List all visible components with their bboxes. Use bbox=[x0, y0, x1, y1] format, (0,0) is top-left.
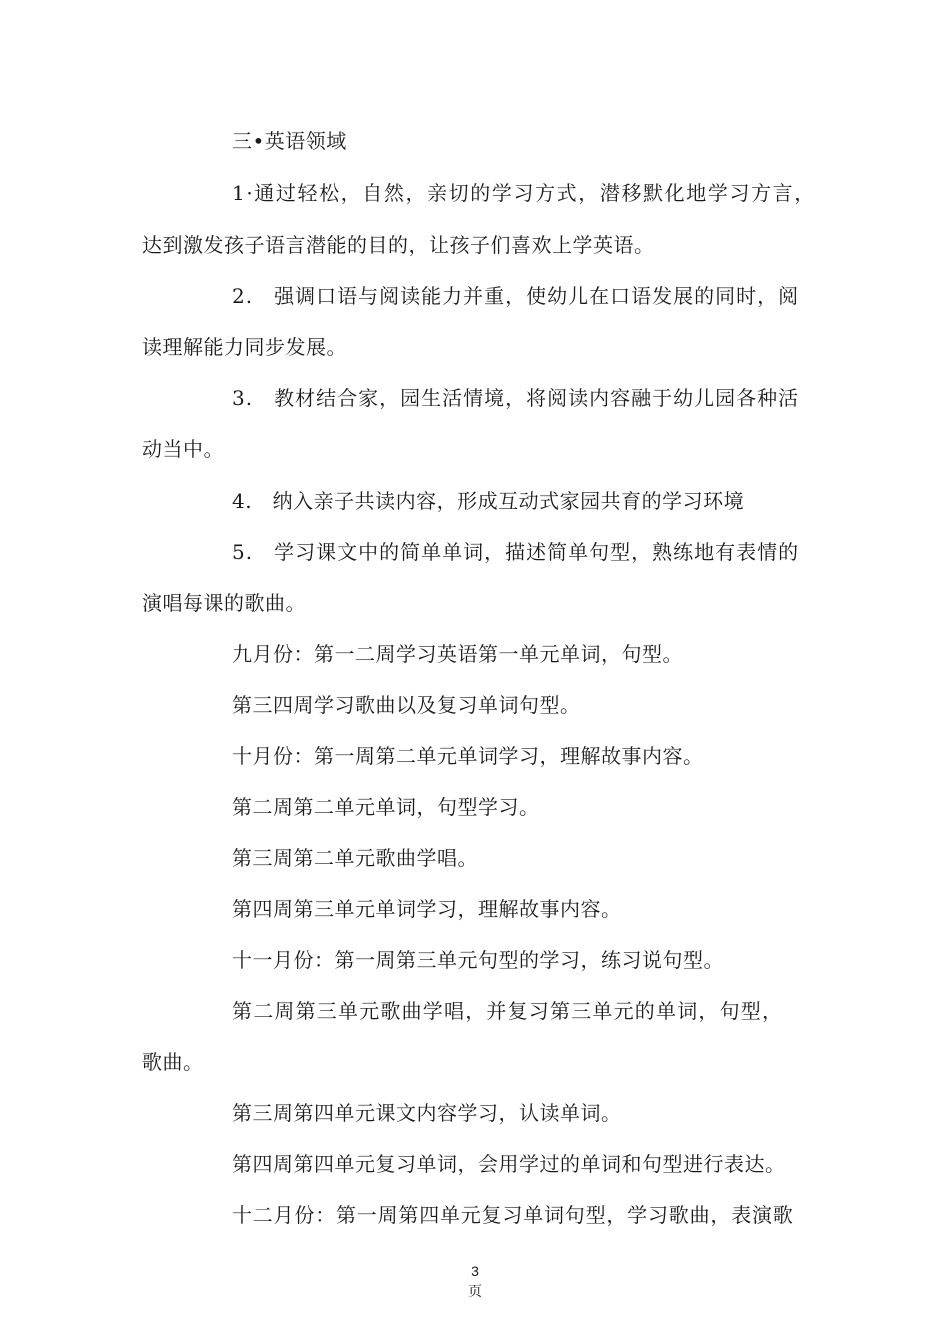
paragraph-line: 达到激发孩子语言潜能的目的，让孩子们喜欢上学英语。 bbox=[142, 233, 655, 257]
page-label: 页 bbox=[468, 1283, 482, 1299]
paragraph-line: 第三周第四单元课文内容学习，认读单词。 bbox=[232, 1101, 622, 1125]
paragraph-line: 4. 纳入亲子共读内容，形成互动式家园共育的学习环境 bbox=[232, 489, 745, 513]
paragraph-line: 第二周第三单元歌曲学唱，并复习第三单元的单词，句型， bbox=[232, 999, 784, 1023]
paragraph-line: 歌曲。 bbox=[142, 1050, 204, 1074]
paragraph-line: 第三四周学习歌曲以及复习单词句型。 bbox=[232, 693, 581, 717]
paragraph-line: 第四周第三单元单词学习，理解故事内容。 bbox=[232, 897, 622, 921]
paragraph-line: 第三周第二单元歌曲学唱。 bbox=[232, 846, 478, 870]
paragraph-line: 十一月份：第一周第三单元句型的学习，练习说句型。 bbox=[232, 948, 724, 972]
page-number: 3 bbox=[471, 1263, 479, 1279]
paragraph-line: 动当中。 bbox=[142, 437, 224, 461]
paragraph-line: 5. 学习课文中的简单单词，描述简单句型，熟练地有表情的 bbox=[232, 540, 800, 564]
paragraph-line: 3. 教材结合家，园生活情境，将阅读内容融于幼儿园各种活 bbox=[232, 386, 800, 410]
paragraph-line: 第四周第四单元复习单词，会用学过的单词和句型进行表达。 bbox=[232, 1152, 786, 1176]
section-heading: 三•英语领域 bbox=[232, 129, 347, 153]
paragraph-line: 读理解能力同步发展。 bbox=[142, 335, 347, 359]
paragraph-line: 演唱每课的歌曲。 bbox=[142, 591, 306, 615]
paragraph-line: 十二月份：第一周第四单元复习单词句型，学习歌曲，表演歌 bbox=[232, 1203, 794, 1227]
paragraph-line: 十月份：第一周第二单元单词学习，理解故事内容。 bbox=[232, 744, 704, 768]
paragraph-line: 2. 强调口语与阅读能力并重，使幼儿在口语发展的同时，阅 bbox=[232, 284, 800, 308]
paragraph-line: 1·通过轻松，自然，亲切的学习方式，潜移默化地学习方言， bbox=[232, 181, 816, 205]
paragraph-line: 九月份：第一二周学习英语第一单元单词，句型。 bbox=[232, 642, 683, 666]
paragraph-line: 第二周第二单元单词，句型学习。 bbox=[232, 795, 540, 819]
